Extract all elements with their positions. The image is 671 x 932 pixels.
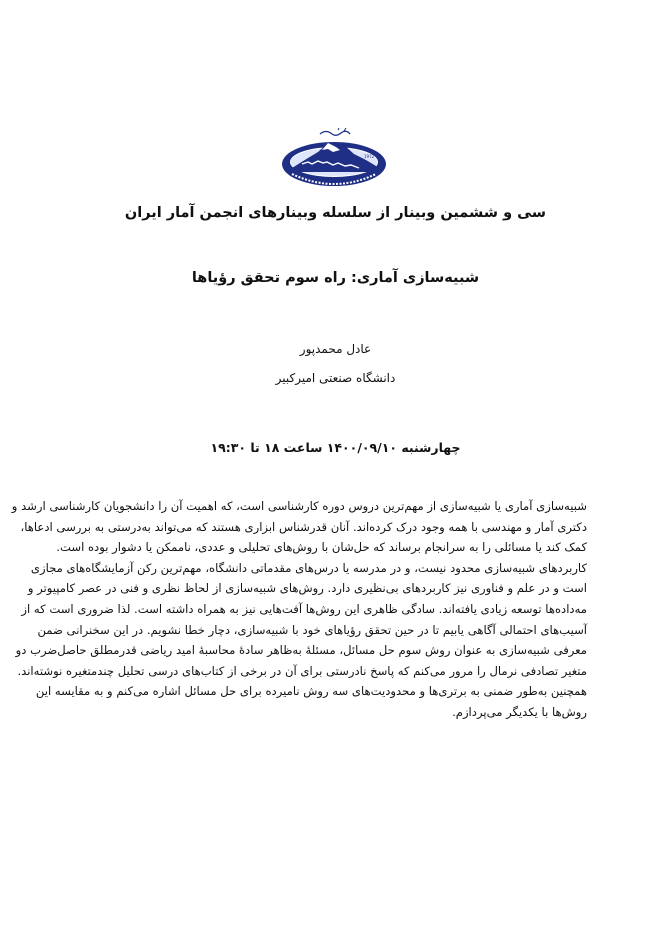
abstract-line: کمک کند یا مسائلی را به سرانجام برساند که حل‌شان با روش‌های تحلیلی و عددی، ناممکن یا دشوار بوده است. — [56, 540, 587, 555]
abstract-line: شبیه‌سازی آماری یا شبیه‌سازی از مهم‌ترین دروس دوره کارشناسی است، که اهمیت آن را دانشجویان کارشناسی ارشد و — [11, 499, 587, 513]
abstract-paragraph — [11, 496, 587, 723]
abstract-line: روش‌ها با یکدیگر می‌پردازم. — [452, 704, 587, 719]
series-title: سی و ششمین وبینار از سلسله وبینارهای انجمن آمار ایران — [124, 205, 547, 221]
society-logo-icon — [278, 128, 390, 192]
svg-text:1972: 1972 — [364, 154, 375, 159]
speaker-affiliation: دانشگاه صنعتی امیرکبیر — [275, 371, 396, 385]
speaker-name: عادل محمدپور — [299, 342, 372, 356]
abstract-line: همچنین به‌طور ضمنی به برتری‌ها و محدودیت‌های سه روش نامیرده برای حل مسائل اشاره می‌کنم و به مقایسه این — [35, 684, 587, 699]
abstract-line: آسیب‌های احتمالی آگاهی یابیم تا در حین تحقق رؤیاهای خود با شبیه‌سازی، دچار خطا نشویم. در این سخنرانی ضمن — [37, 622, 587, 637]
abstract-line: متغیر تصادفی نرمال را مرور می‌کنم که پاسخ نادرستی برای آن در برخی از کتاب‌های درسی تحلیل چندمتغیره نوشته‌اند. — [17, 663, 587, 678]
talk-title: شبیه‌سازی آماری: راه سوم تحقق رؤیاها — [191, 270, 480, 286]
date-time: چهارشنبه ۱۴۰۰/۰۹/۱۰ ساعت ۱۸ تا ۱۹:۳۰ — [210, 440, 461, 455]
abstract-line: کاربردهای شبیه‌سازی محدود نیست، و در مدرسه یا درس‌های مقدماتی دانشگاه، مهم‌ترین رکن آزمایشگاه‌های مجازی — [30, 560, 587, 575]
abstract-line: مه‌داده‌ها توسعه زیادی یافته‌اند. سادگی ظاهری این روش‌ها آفت‌هایی نیز به همراه داشته است. لذا ضروری است که از — [21, 601, 587, 616]
abstract-line: معرفی شبیه‌سازی به عنوان روش سوم حل مسائل، مسئلهٔ به‌ظاهر سادهٔ محاسبهٔ امید ریاضی قدرمطلق حاصل‌ضرب دو — [15, 643, 587, 658]
abstract-line: دکتری آمار و مهندسی با همه وجود درک کرده‌اند. آنان قدرشناس ابزاری هستند که می‌تواند به‌درستی به بررسی ادعاها، — [20, 519, 587, 534]
abstract-line: است و در علم و فناوری نیز کاربردهای بی‌نظیری دارد. روش‌های شبیه‌سازی از لحاظ نظری و فنی در عصر کامپیوتر و — [27, 581, 587, 596]
